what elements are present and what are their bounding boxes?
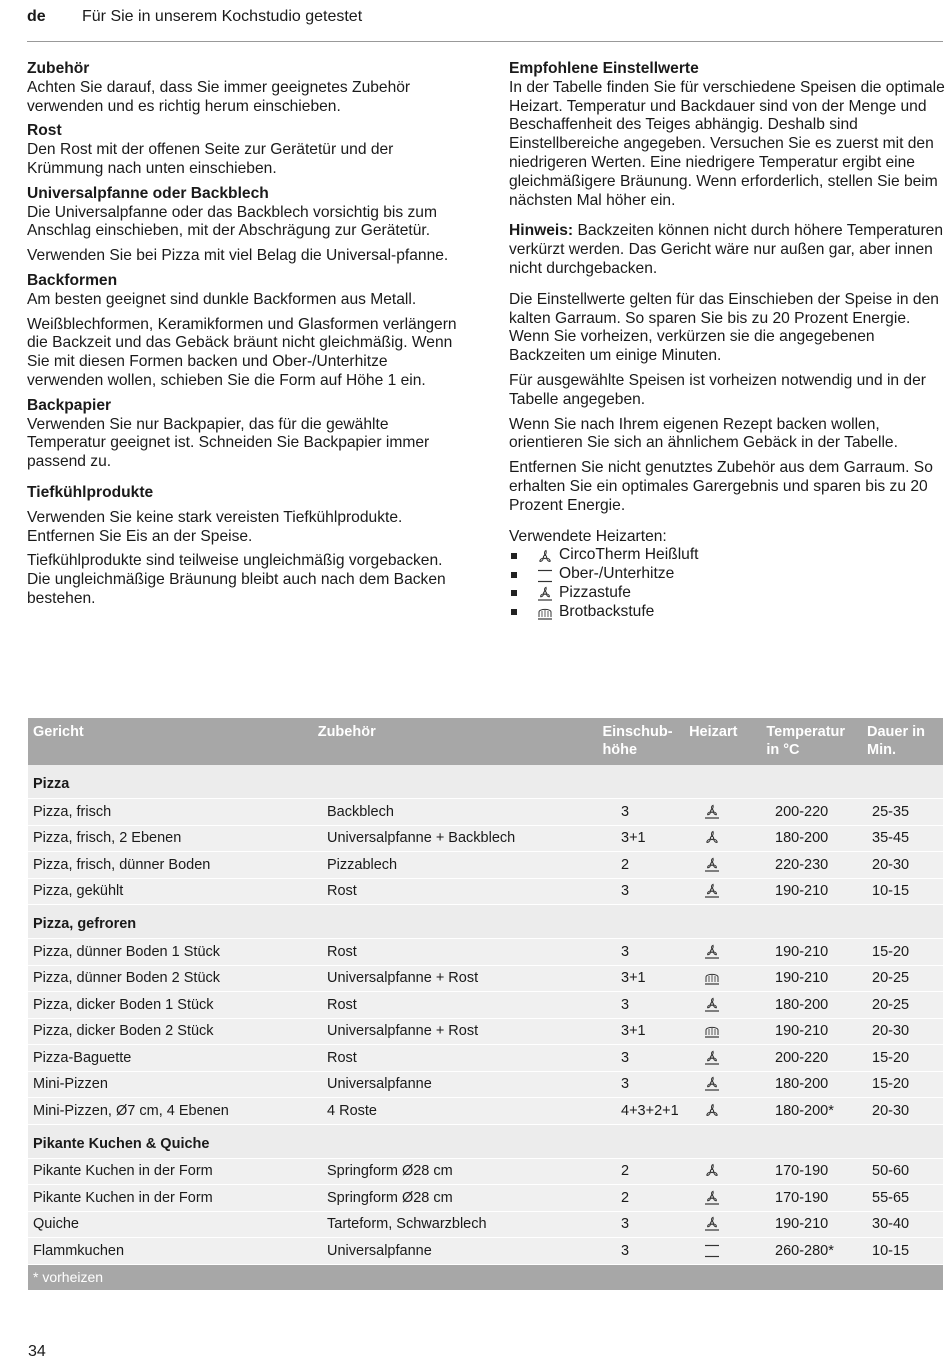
circotherm-icon xyxy=(698,830,770,846)
cell-dauer: 55-65 xyxy=(872,1189,910,1206)
heizart-item xyxy=(509,565,945,584)
pfanne-text-2: Verwenden Sie bei Pizza mit viel Belag die Universal-pfanne. xyxy=(27,247,449,265)
cell-gericht: Pizza, dünner Boden 1 Stück xyxy=(33,943,221,960)
cell-einschubhoehe: 3 xyxy=(621,803,630,820)
table-row xyxy=(28,1238,943,1265)
backformen-text: Am besten geeignet sind dunkle Backformen aus Metall. xyxy=(27,290,417,308)
cell-einschubhoehe: 3 xyxy=(621,1076,630,1093)
heizart-label: Brotbackstufe xyxy=(559,602,655,620)
cell-einschubhoehe: 3 xyxy=(621,883,630,900)
page-number: 34 xyxy=(28,1343,46,1360)
pizzastufe-icon xyxy=(698,883,770,899)
cell-gericht: Pizza-Baguette xyxy=(33,1049,132,1066)
cell-dauer: 35-45 xyxy=(872,830,910,847)
cell-einschubhoehe: 3 xyxy=(621,996,630,1013)
cell-temperatur: 220-230 xyxy=(775,856,829,873)
heizart-label: Ober-/Unterhitze xyxy=(559,565,675,583)
heizarten-title: Verwendete Heizarten: xyxy=(509,527,667,545)
cell-gericht: Pikante Kuchen in der Form xyxy=(33,1189,213,1206)
table-row xyxy=(28,879,943,906)
table-row xyxy=(28,992,943,1019)
pizzastufe-icon xyxy=(698,1190,770,1206)
table-group-heading: Pizza xyxy=(28,765,943,799)
col-header-temperatur: Temperatur in °C xyxy=(766,724,846,758)
table-row xyxy=(28,1045,943,1072)
table-group-heading: Pikante Kuchen & Quiche xyxy=(28,1125,943,1159)
pizzastufe-icon xyxy=(698,1216,770,1232)
cell-temperatur: 190-210 xyxy=(775,970,829,987)
table-row xyxy=(28,852,943,879)
cell-dauer: 10-15 xyxy=(872,1242,910,1259)
pizzastufe-icon xyxy=(698,944,770,960)
col-header-heizart: Heizart xyxy=(689,724,738,740)
cell-einschubhoehe: 3 xyxy=(621,943,630,960)
rost-heading: Rost xyxy=(27,122,62,140)
cell-zubehoer: Springform Ø28 cm xyxy=(327,1163,453,1180)
cell-temperatur: 180-200 xyxy=(775,996,829,1013)
pfanne-heading: Universalpfanne oder Backblech xyxy=(27,184,269,202)
page-header xyxy=(27,8,943,32)
cell-temperatur: 200-220 xyxy=(775,803,829,820)
cell-einschubhoehe: 2 xyxy=(621,1189,630,1206)
einstellwerte-p2: Für ausgewählte Speisen ist vorheizen notwendig und in der Tabelle angegeben. xyxy=(509,371,926,408)
backformen-text-2: Weißblechformen, Keramikformen und Glasformen verlängern die Backzeit und das Gebäck bräunt nicht gleichmäßig. Wenn Sie mit diesen Formen backen und Ober-/Unterhitze verwenden wollen, schieben Sie die Form auf Höhe 1 ein. xyxy=(27,315,457,389)
hinweis-paragraph xyxy=(509,222,945,278)
cell-zubehoer: Backblech xyxy=(327,803,394,820)
cell-temperatur: 180-200* xyxy=(775,1102,834,1119)
rost-text: Den Rost mit der offenen Seite zur Gerätetür und der Krümmung nach unten einschieben. xyxy=(27,141,394,177)
table-row xyxy=(28,966,943,993)
table-footnote: * vorheizen xyxy=(28,1265,943,1290)
ober-unterhitze-icon xyxy=(536,568,554,582)
backpapier-text: Verwenden Sie nur Backpapier, das für die gewählte Temperatur geeignet ist. Schneiden Sie Backpapier immer passend zu. xyxy=(27,415,430,471)
cell-gericht: Mini-Pizzen xyxy=(33,1076,108,1093)
cell-temperatur: 180-200 xyxy=(775,1076,829,1093)
circotherm-icon xyxy=(698,1103,770,1119)
cell-zubehoer: Universalpfanne + Rost xyxy=(327,970,479,987)
cell-dauer: 15-20 xyxy=(872,943,910,960)
bullet-square-icon xyxy=(511,553,517,559)
table-group-heading: Pizza, gefroren xyxy=(28,905,943,939)
cell-einschubhoehe: 4+3+2+1 xyxy=(621,1102,679,1119)
cell-dauer: 30-40 xyxy=(872,1216,910,1233)
pizzastufe-icon xyxy=(698,804,770,820)
cell-temperatur: 190-210 xyxy=(775,1023,829,1040)
cell-gericht: Pizza, frisch, 2 Ebenen xyxy=(33,830,182,847)
cell-zubehoer: Universalpfanne + Backblech xyxy=(327,830,516,847)
einstellwerte-heading: Empfohlene Einstellwerte xyxy=(509,60,699,77)
brotbackstufe-icon xyxy=(698,970,770,986)
pfanne-text: Die Universalpfanne oder das Backblech vorsichtig bis zum Anschlag einschieben, mit der Abschrägung zur Gerätetür. xyxy=(27,203,437,240)
backpapier-heading: Backpapier xyxy=(27,396,112,414)
hinweis-label: Hinweis: xyxy=(509,222,574,240)
cell-einschubhoehe: 3 xyxy=(621,1216,630,1233)
cell-zubehoer: Rost xyxy=(327,1049,357,1066)
tiefkuehl-text-2: Tiefkühlprodukte sind teilweise ungleichmäßig vorgebacken. Die ungleichmäßige Bräunung bleibt auch nach dem Backen bestehen. xyxy=(27,552,446,607)
cell-temperatur: 260-280* xyxy=(775,1242,834,1259)
settings-table xyxy=(28,718,943,1290)
heizart-item xyxy=(509,603,945,622)
cell-einschubhoehe: 3+1 xyxy=(621,1023,646,1040)
cell-gericht: Flammkuchen xyxy=(33,1242,125,1259)
cell-gericht: Pizza, dicker Boden 1 Stück xyxy=(33,996,214,1013)
table-row xyxy=(28,1072,943,1099)
pizzastufe-icon xyxy=(698,857,770,873)
bullet-square-icon xyxy=(511,572,517,578)
cell-gericht: Pizza, frisch xyxy=(33,803,112,820)
table-row xyxy=(28,1185,943,1212)
table-row xyxy=(28,939,943,966)
pizzastufe-icon xyxy=(536,586,554,600)
table-row xyxy=(28,1159,943,1186)
pizzastufe-icon xyxy=(698,1050,770,1066)
cell-dauer: 15-20 xyxy=(872,1049,910,1066)
heizart-label: Pizzastufe xyxy=(559,583,631,601)
left-column xyxy=(27,60,467,615)
hinweis-text: Backzeiten können nicht durch höhere Temperaturen verkürzt werden. Das Gericht wäre nur außen gar, aber innen nicht durchgebacken. xyxy=(509,222,943,277)
language-code: de xyxy=(27,8,46,25)
pizzastufe-icon xyxy=(698,997,770,1013)
heizarten-list xyxy=(509,546,945,621)
cell-gericht: Pikante Kuchen in der Form xyxy=(33,1163,213,1180)
table-header xyxy=(28,718,943,765)
col-header-zubehoer: Zubehör xyxy=(317,724,376,740)
ober-unterhitze-icon xyxy=(698,1243,770,1259)
brotbackstufe-icon xyxy=(698,1023,770,1039)
cell-einschubhoehe: 3+1 xyxy=(621,830,646,847)
backformen-heading: Backformen xyxy=(27,271,118,289)
cell-temperatur: 190-210 xyxy=(775,1216,829,1233)
cell-dauer: 20-30 xyxy=(872,1102,910,1119)
table-row xyxy=(28,826,943,853)
cell-gericht: Pizza, frisch, dünner Boden xyxy=(33,856,211,873)
circotherm-icon xyxy=(536,549,554,563)
cell-einschubhoehe: 3+1 xyxy=(621,970,646,987)
cell-dauer: 20-25 xyxy=(872,996,910,1013)
cell-dauer: 50-60 xyxy=(872,1163,910,1180)
pizzastufe-icon xyxy=(698,1076,770,1092)
cell-einschubhoehe: 2 xyxy=(621,856,630,873)
zubehoer-text: Achten Sie darauf, dass Sie immer geeignetes Zubehör verwenden und es richtig herum einschieben. xyxy=(27,78,411,115)
einstellwerte-p1: Die Einstellwerte gelten für das Einschieben der Speise in den kalten Garraum. So sparen Sie bis zu 20 Prozent Energie. Wenn Sie vorheizen, verkürzen sie die angegebenen Backzeiten um einige Minuten. xyxy=(509,290,939,365)
cell-temperatur: 170-190 xyxy=(775,1189,829,1206)
table-row xyxy=(28,1019,943,1046)
heizart-label: CircoTherm Heißluft xyxy=(559,546,699,564)
cell-dauer: 10-15 xyxy=(872,883,910,900)
header-rule xyxy=(27,41,943,42)
einstellwerte-p4: Entfernen Sie nicht genutztes Zubehör aus dem Garraum. So erhalten Sie ein optimales Garergebnis und sparen bis zu 20 Prozent Energie. xyxy=(509,459,933,514)
table-body xyxy=(28,765,943,1265)
cell-zubehoer: Universalpfanne + Rost xyxy=(327,1023,479,1040)
cell-zubehoer: Universalpfanne xyxy=(327,1242,432,1259)
cell-temperatur: 200-220 xyxy=(775,1049,829,1066)
cell-zubehoer: Universalpfanne xyxy=(327,1076,432,1093)
cell-gericht: Pizza, dicker Boden 2 Stück xyxy=(33,1023,214,1040)
cell-temperatur: 180-200 xyxy=(775,830,829,847)
right-column xyxy=(509,60,945,622)
zubehoer-heading: Zubehör xyxy=(27,60,90,77)
cell-zubehoer: Rost xyxy=(327,943,357,960)
cell-einschubhoehe: 3 xyxy=(621,1242,630,1259)
heizart-item xyxy=(509,584,945,603)
cell-einschubhoehe: 2 xyxy=(621,1163,630,1180)
cell-gericht: Mini-Pizzen, Ø7 cm, 4 Ebenen xyxy=(33,1102,229,1119)
cell-zubehoer: Pizzablech xyxy=(327,856,398,873)
cell-zubehoer: Springform Ø28 cm xyxy=(327,1189,453,1206)
cell-temperatur: 190-210 xyxy=(775,883,829,900)
cell-dauer: 15-20 xyxy=(872,1076,910,1093)
einstellwerte-text: In der Tabelle finden Sie für verschiedene Speisen die optimale Heizart. Temperatur und Backdauer sind von der Menge und Beschaffenheit des Teiges abhängig. Deshalb sind Einstellbereiche angegeben. Versuchen Sie es zuerst mit den niedrigeren Werten. Eine niedrigere Temperatur ergibt eine gleichmäßigere Bräunung. Wenn erforderlich, stellen Sie beim nächsten Mal höher ein. xyxy=(509,78,945,209)
header-title: Für Sie in unserem Kochstudio getestet xyxy=(82,8,363,25)
col-header-dauer: Dauer in Min. xyxy=(866,724,925,758)
brotbackstufe-icon xyxy=(536,605,554,619)
table-row xyxy=(28,1212,943,1239)
cell-zubehoer: Tarteform, Schwarzblech xyxy=(327,1216,487,1233)
cell-gericht: Quiche xyxy=(33,1216,79,1233)
cell-dauer: 20-30 xyxy=(872,856,910,873)
circotherm-icon xyxy=(698,1163,770,1179)
tiefkuehl-text: Verwenden Sie keine stark vereisten Tiefkühlprodukte. Entfernen Sie Eis an der Speise. xyxy=(27,508,403,545)
cell-zubehoer: 4 Roste xyxy=(327,1102,377,1119)
col-header-gericht: Gericht xyxy=(33,724,84,740)
cell-einschubhoehe: 3 xyxy=(621,1049,630,1066)
tiefkuehl-heading: Tiefkühlprodukte xyxy=(27,483,154,501)
cell-gericht: Pizza, dünner Boden 2 Stück xyxy=(33,970,221,987)
col-header-einschubhoehe: Einschub- höhe xyxy=(602,724,673,758)
table-row xyxy=(28,799,943,826)
cell-dauer: 20-25 xyxy=(872,970,910,987)
bullet-square-icon xyxy=(511,590,517,596)
cell-gericht: Pizza, gekühlt xyxy=(33,883,124,900)
heizart-item xyxy=(509,546,945,565)
cell-temperatur: 170-190 xyxy=(775,1163,829,1180)
bullet-square-icon xyxy=(511,609,517,615)
cell-temperatur: 190-210 xyxy=(775,943,829,960)
cell-dauer: 20-30 xyxy=(872,1023,910,1040)
cell-zubehoer: Rost xyxy=(327,883,357,900)
einstellwerte-p3: Wenn Sie nach Ihrem eigenen Rezept backen wollen, orientieren Sie sich an ähnlichem Gebäck in der Tabelle. xyxy=(509,415,898,452)
cell-zubehoer: Rost xyxy=(327,996,357,1013)
table-row xyxy=(28,1098,943,1125)
cell-dauer: 25-35 xyxy=(872,803,910,820)
